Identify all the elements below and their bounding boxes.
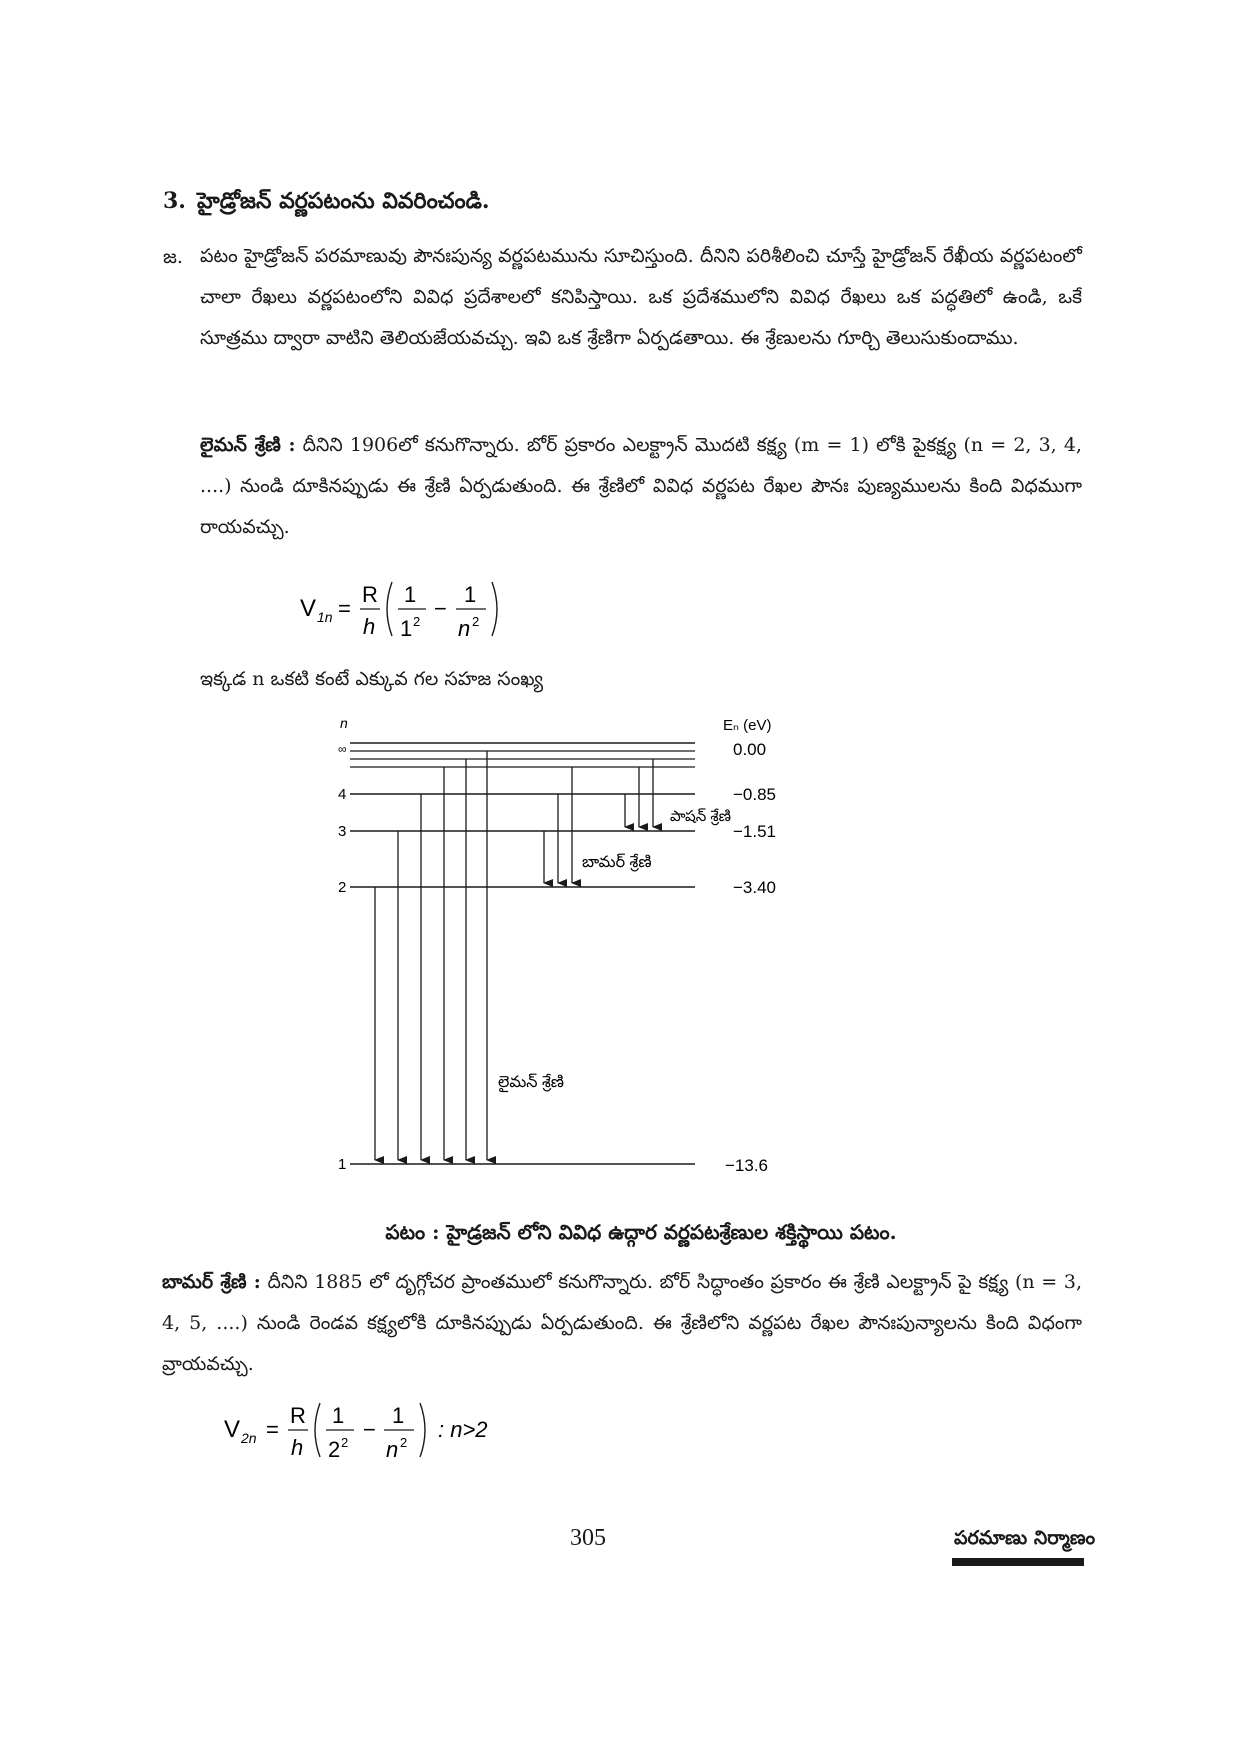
lyman-heading: లైమన్ శ్రేణి :	[200, 434, 296, 456]
figure-caption: పటం : హైడ్రజన్ లోని వివిధ ఉద్గార వర్ణపటశ్రేణుల శక్తిస్థాయి పటం.	[385, 1220, 897, 1244]
left-paren	[387, 582, 392, 636]
right-paren	[420, 1403, 425, 1457]
left-paren	[315, 1403, 320, 1457]
question-text: హైడ్రోజన్ వర్ణపటంను వివరించండి.	[197, 188, 490, 214]
lyman-formula	[300, 574, 530, 644]
frac2-exp: 2	[472, 614, 480, 629]
formula-minus: −	[363, 1417, 376, 1442]
right-paren	[492, 582, 497, 636]
intro-paragraph: పటం హైడ్రోజన్ పరమాణువు పౌనఃపున్య వర్ణపటమును సూచిస్తుంది. దీనిని పరిశీలించి చూస్తే హైడ్రోజన్ రేఖీయ వర్ణపటంలో చాలా రేఖలు వర్ణపటంలోని వివిధ ప్రదేశాలలో కనిపిస్తాయి. ఒక ప్రదేశములోని వివిధ రేఖలు ఒక పద్ధతిలో ఉండి, ఒకే సూత్రము ద్వారా వాటిని తెలియజేయవచ్చు. ఇవి ఒక శ్రేణిగా ఏర్పడతాయి. ఈ శ్రేణులను గూర్చి తెలుసుకుందాము.	[200, 245, 1082, 349]
question-number: 3.	[163, 188, 186, 214]
frac2-numerator: 1	[392, 1403, 405, 1428]
balmer-paragraph	[162, 1262, 1082, 1385]
formula-equals: =	[338, 596, 351, 621]
formula-lhs: V	[224, 1416, 241, 1443]
footer-rule	[952, 1558, 1084, 1566]
frac2-numerator: 1	[464, 582, 477, 607]
frac1-numerator: 1	[404, 582, 417, 607]
formula-condition: : n>2	[438, 1417, 488, 1442]
energy-level-diagram	[330, 715, 810, 1185]
lyman-label: లైమన్ శ్రేణి	[498, 1074, 564, 1091]
formula-lhs-sub: 2n	[241, 1430, 257, 1446]
frac2-base: n	[458, 616, 471, 641]
page-number: 305	[570, 1525, 606, 1551]
frac2-base: n	[386, 1437, 399, 1462]
question-heading	[163, 188, 490, 219]
level-energy-2: −3.40	[733, 878, 777, 897]
formula-equals: =	[266, 1417, 279, 1442]
level-n-2: 2	[338, 879, 347, 896]
frac1-numerator: 1	[332, 1403, 345, 1428]
n-axis-label: n	[340, 715, 348, 731]
level-energy-inf: 0.00	[733, 740, 767, 759]
level-energy-3: −1.51	[733, 822, 777, 841]
balmer-formula	[224, 1395, 524, 1465]
balmer-heading: బామర్ శ్రేణి :	[162, 1271, 261, 1293]
level-n-inf: ∞	[338, 742, 347, 756]
level-n-4: 4	[338, 786, 347, 803]
footer-chapter-title: పరమాణు నిర్మాణం	[954, 1527, 1096, 1549]
level-energy-4: −0.85	[733, 785, 777, 804]
formula-lhs-sub: 1n	[317, 609, 333, 625]
formula-minus: −	[434, 596, 447, 621]
level-n-1: 1	[338, 1156, 347, 1173]
frac1-base: 1	[400, 616, 413, 641]
lyman-paragraph	[200, 425, 1082, 548]
frac1-base: 2	[328, 1437, 341, 1462]
lyman-note: ఇక్కడ n ఒకటి కంటే ఎక్కువ గల సహజ సంఖ్య	[200, 668, 544, 690]
formula-lhs: V	[300, 595, 317, 622]
frac2-exp: 2	[400, 1435, 408, 1450]
level-energy-1: −13.6	[725, 1156, 769, 1175]
energy-axis-label: Eₙ (eV)	[723, 717, 772, 734]
formula-denominator-h: h	[363, 614, 376, 639]
balmer-text: దీనిని 1885 లో దృగ్గోచర ప్రాంతములో కనుగొన్నారు. బోర్ సిద్ధాంతం ప్రకారం ఈ శ్రేణి ఎలక్ట్రాన్ పై కక్ష్య (n = 3, 4, 5, ....) నుండి రెండవ కక్ష్యలోకి దూకినప్పుడు ఏర్పడుతుంది. ఈ శ్రేణిలోని వర్ణపట రేఖల పౌనఃపున్యాలను కింది విధంగా వ్రాయవచ్చు.	[162, 1271, 1083, 1375]
formula-numerator-r: R	[362, 582, 378, 607]
lyman-text: దీనిని 1906లో కనుగొన్నారు. బోర్ ప్రకారం ఎలక్ట్రాన్ మొదటి కక్ష్య (m = 1) లోకి పైకక్ష్య (n = 2, 3, 4, ....) నుండి దూకినప్పుడు ఈ శ్రేణి ఏర్పడుతుంది. ఈ శ్రేణిలో వివిధ వర్ణపట రేఖల పౌనః పుణ్యములను కింది విధముగా రాయవచ్చు.	[200, 434, 1082, 538]
balmer-label: బామర్ శ్రేణి	[582, 854, 652, 871]
formula-denominator-h: h	[291, 1435, 304, 1460]
level-n-3: 3	[338, 823, 347, 840]
frac1-exp: 2	[341, 1435, 349, 1450]
frac1-exp: 2	[413, 614, 421, 629]
answer-label: జ.	[163, 246, 183, 268]
formula-numerator-r: R	[290, 1403, 306, 1428]
paschen-label: పాషన్ శ్రేణి	[670, 808, 732, 825]
